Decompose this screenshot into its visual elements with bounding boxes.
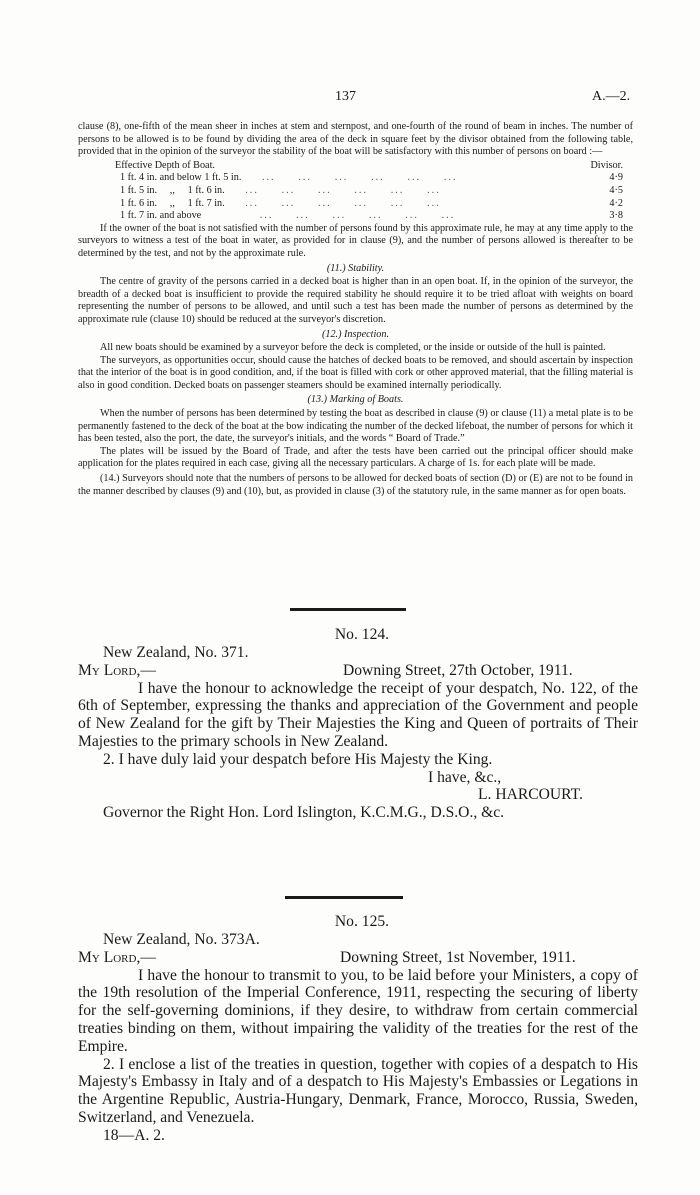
paragraph: clause (8), one-fifth of the mean sheer in inches at stem and sternpost, and one-fourth of the round of beam in inches. The number of persons to be allowed is to be found by dividing the area of the deck in square feet by the divisor obtained from the following table, provided that in the opinion of the surveyor the stability of the boat will be satisfactory with this number of persons on board :— (78, 121, 633, 158)
letter-body: I have the honour to acknowledge the receipt of your despatch, No. 122, of the 6th of September, expressing the thanks and appreciation of the Government and people of New Zealand for the gift by Their Majesties the King and Queen of portraits of Their Majesties to the primary schools in New Zealand. (78, 679, 638, 750)
leader-dots: ... ... ... ... ... ... (245, 184, 441, 196)
salutation: My Lord,— (78, 661, 156, 679)
section-divider (285, 896, 403, 899)
document-reference: A.—2. (592, 89, 631, 104)
salutation-line (78, 949, 638, 967)
letter-number: No. 124. (334, 626, 390, 643)
letter-number: No. 125. (334, 913, 390, 930)
depth-cell: 1 ft. 4 in. and below 1 ft. 5 in. (120, 172, 242, 184)
table-header-divisor: Divisor. (590, 159, 623, 171)
salutation: My Lord,— (78, 948, 156, 966)
letter-body: 2. I enclose a list of the treaties in question, together with copies of a despatch to His Majesty's Embassy in Italy and of a despatch to His Majesty's Embassies or Legations in the Argentine Republic, Austria-Hungary, Denmark, France, Morocco, Russia, Sweden, Switzerland, and Venezuela. (78, 1055, 638, 1126)
signature: L. HARCOURT. (478, 786, 583, 804)
section-divider (290, 608, 406, 611)
table-row (78, 210, 633, 223)
colony-reference: New Zealand, No. 373A. (103, 930, 260, 948)
table-header-depth: Effective Depth of Boat. (115, 159, 215, 171)
depth-cell: 1 ft. 6 in. ,, 1 ft. 7 in. (120, 197, 225, 209)
divisor-table (78, 160, 633, 223)
divisor-cell: 4·5 (609, 184, 623, 196)
section-heading-stability: (11.) Stability. (326, 262, 385, 274)
dateline: Downing Street, 1st November, 1911. (340, 948, 576, 966)
leader-dots: ... ... ... ... ... ... (261, 172, 458, 184)
table-row (78, 185, 633, 198)
letter-125 (78, 913, 638, 1145)
table-header-row (78, 160, 633, 173)
addressee: Governor the Right Hon. Lord Islington, K.C.M.G., D.S.O., &c. (103, 804, 505, 822)
paragraph: All new boats should be examined by a surveyor before the deck is completed, or the inside or outside of the hull is painted. (100, 342, 606, 354)
letter-124 (78, 626, 638, 822)
depth-cell: 1 ft. 5 in. ,, 1 ft. 6 in. (120, 184, 225, 196)
signature-mark: 18—A. 2. (103, 1126, 165, 1144)
closing: I have, &c., (428, 768, 502, 786)
table-row (78, 198, 633, 211)
section-heading-inspection: (12.) Inspection. (321, 328, 390, 340)
leader-dots: ... ... ... ... ... ... (245, 197, 441, 209)
dateline: Downing Street, 27th October, 1911. (343, 661, 573, 679)
page-number: 137 (335, 89, 356, 104)
letter-body: 2. I have duly laid your despatch before His Majesty the King. (103, 750, 493, 768)
paragraph: The plates will be issued by the Board of Trade, and after the tests have been carried out the principal officer should make application for the plates required in each case, giving all the necessary particulars. A charge of 1s. for each plate will be made. (78, 445, 633, 470)
depth-cell: 1 ft. 7 in. and above (120, 210, 202, 222)
paragraph: When the number of persons has been determined by testing the boat as described in clause (9) or clause (11) a metal plate is to be permanently fastened to the deck of the boat at the bow indicating the number of the decked lifeboat, the number of persons for which it has been tested, also the port, the date, the surveyor's initials, and the words “ Board of Trade.” (78, 408, 633, 445)
section-heading-marking: (13.) Marking of Boats. (307, 394, 404, 406)
leader-dots: ... ... ... ... ... ... (259, 210, 456, 222)
paragraph: If the owner of the boat is not satisfied with the number of persons found by this approximate rule, he may at any time apply to the surveyors to witness a test of the boat in water, as provided for in clause (9), and the number of persons allowed is thereafter to be determined by the test, and not by the approximate rule. (78, 222, 633, 259)
paragraph: The centre of gravity of the persons carried in a decked boat is higher than in an open boat. If, in the opinion of the surveyor, the breadth of a decked boat is insufficient to provide the required stability he should require it to be tried afloat with weights on board representing the number of persons to be allowed, and until such a test has been made the number of persons as determined by the approximate rule (clause 10) should be reduced at the surveyor's discretion. (78, 276, 633, 325)
table-row (78, 172, 633, 185)
divisor-cell: 4·2 (609, 197, 623, 209)
paragraph: (14.) Surveyors should note that the numbers of persons to be allowed for decked boats of section (D) or (E) are not to be found in the manner described by clauses (9) and (10), but, as provided in clause (3) of the statutory rule, in the same manner as for open boats. (78, 473, 633, 497)
salutation-line (78, 662, 638, 680)
divisor-cell: 3·8 (609, 210, 623, 222)
letter-body: I have the honour to transmit to you, to be laid before your Ministers, a copy of the 19th resolution of the Imperial Conference, 1911, respecting the securing of liberty for the self-governing dominions, if they desire, to withdraw from certain commercial treaties binding on them, without impairing the validity of the treaties for the rest of the Empire. (78, 966, 638, 1055)
regulations-section (78, 121, 633, 498)
colony-reference: New Zealand, No. 371. (103, 643, 249, 661)
divisor-cell: 4·9 (609, 172, 623, 184)
paragraph: The surveyors, as opportunities occur, should cause the hatches of decked boats to be removed, and should ascertain by inspection that the interior of the boat is in good condition, and, if the boat is filled with cork or other approved material, that the filling material is also in good condition. Decked boats on passenger steamers should be examined internally periodically. (78, 354, 633, 391)
